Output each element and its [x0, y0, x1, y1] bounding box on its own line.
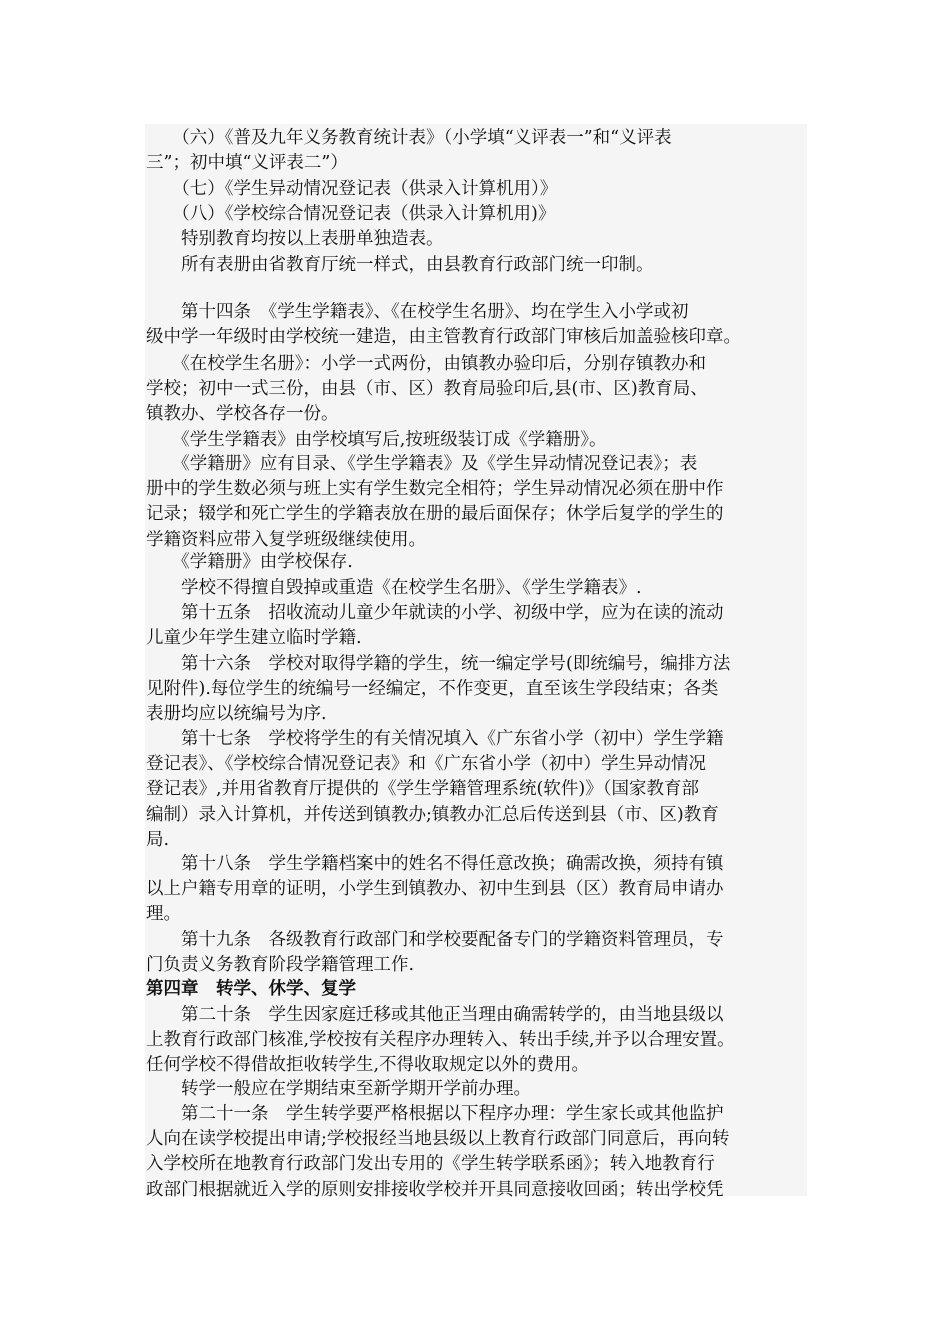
- text-line: 政部门根据就近入学的原则安排接收学校并开具同意接收回函；转出学校凭: [146, 1179, 724, 1200]
- paragraph: [146, 202, 806, 227]
- paragraph: [146, 352, 806, 428]
- text-line: 第十五条 招收流动儿童少年就读的小学、初级中学，应为在读的流动: [146, 603, 724, 623]
- text-line: 第二十一条 学生转学要严格根据以下程序办理：学生家长或其他监护: [146, 1104, 724, 1124]
- paragraph: [146, 652, 806, 728]
- paragraph: [146, 1077, 806, 1102]
- paragraph: [146, 253, 806, 278]
- text-line: 册中的学生数必须与班上实有学生数完全相符；学生异动情况必须在册中作: [146, 479, 724, 500]
- text-line: 第二十条 学生因家庭迁移或其他正当理由确需转学的，由当地县级以: [146, 1005, 724, 1025]
- text-line: 第十四条 《学生学籍表》、《在校学生名册》、均在学生入小学或初: [146, 302, 689, 322]
- chapter-heading: [146, 977, 806, 1002]
- text-line: 第十九条 各级教育行政部门和学校要配备专门的学籍资料管理员，专: [146, 930, 724, 950]
- text-line: 见附件).每位学生的统编号一经编定，不作变更，直至该生学段结束；各类: [146, 679, 719, 700]
- text-line: 第四章 转学、休学、复学: [146, 979, 356, 999]
- paragraph: [146, 126, 806, 176]
- text-line: 登记表》、《学校综合情况登记表》和《广东省小学（初中）学生异动情况: [146, 754, 706, 775]
- paragraph: [146, 1003, 806, 1079]
- paragraph: [146, 550, 806, 575]
- paragraph: [146, 1102, 806, 1203]
- text-line: 第十八条 学生学籍档案中的姓名不得任意改换；确需改换，须持有镇: [146, 854, 724, 874]
- text-line: （六）《普及九年义务教育统计表》（小学填“义评表一”和“义评表: [146, 128, 672, 148]
- paragraph: [146, 576, 806, 601]
- text-line: 第十六条 学校对取得学籍的学生，统一编定学号(即统编号，编排方法: [146, 654, 731, 674]
- text-line: 所有表册由省教育厅统一样式，由县教育行政部门统一印制。: [146, 255, 654, 275]
- text-line: 转学一般应在学期结束至新学期开学前办理。: [146, 1079, 531, 1099]
- text-line: 第十七条 学校将学生的有关情况填入《广东省小学（初中）学生学籍: [146, 729, 724, 749]
- text-line: 镇教办、学校各存一份。: [146, 404, 339, 425]
- text-line: 表册均应以统编号为序.: [146, 704, 327, 725]
- text-line: 儿童少年学生建立临时学籍.: [146, 628, 362, 649]
- paragraph: [146, 452, 806, 553]
- text-line: 《学籍册》由学校保存.: [146, 552, 353, 572]
- text-line: （七）《学生异动情况登记表（供录入计算机用）》: [146, 179, 558, 199]
- paragraph: [146, 928, 806, 978]
- text-line: 学校；初中一式三份，由县（市、区）教育局验印后,县(市、区)教育局、: [146, 379, 708, 400]
- text-line: （八）《学校综合情况登记表（供录入计算机用)》: [146, 204, 556, 224]
- text-line: 任何学校不得借故拒收转学生,不得收取规定以外的费用。: [146, 1055, 590, 1076]
- text-line: 理。: [146, 904, 181, 925]
- paragraph: [146, 177, 806, 202]
- paragraph: [146, 852, 806, 928]
- text-line: 登记表》,并用省教育厅提供的《学生学籍管理系统(软件)》（国家教育部: [146, 779, 699, 800]
- text-line: 入学校所在地教育行政部门发出专用的《学生转学联系函》；转入地教育行: [146, 1154, 715, 1175]
- paragraph: [146, 227, 806, 252]
- text-line: 学校不得擅自毁掉或重造《在校学生名册》、《学生学籍表》.: [146, 578, 642, 598]
- text-line: 人向在读学校提出申请;学校报经当地县级以上教育行政部门同意后，再向转: [146, 1129, 730, 1150]
- text-line: 三”；初中填“义评表二”）: [146, 153, 348, 174]
- text-line: 《学生学籍表》由学校填写后,按班级装订成《学籍册》。: [146, 430, 607, 450]
- paragraph: [146, 428, 806, 453]
- text-line: 编制）录入计算机，并传送到镇教办;镇教办汇总后传送到县（市、区)教育: [146, 804, 719, 825]
- text-line: 局.: [146, 829, 170, 850]
- paragraph: [146, 601, 806, 651]
- text-line: 特别教育均按以上表册单独造表。: [146, 229, 444, 249]
- text-line: 门负责义务教育阶段学籍管理工作.: [146, 955, 415, 976]
- text-line: 学籍资料应带入复学班级继续使用。: [146, 529, 426, 550]
- text-line: 级中学一年级时由学校统一建造，由主管教育行政部门审核后加盖验核印章。: [146, 327, 741, 348]
- text-line: 上教育行政部门核准,学校按有关程序办理转入、转出手续,并予以合理安置。: [146, 1030, 735, 1051]
- text-line: 以上户籍专用章的证明，小学生到镇教办、初中生到县（区）教育局申请办: [146, 879, 724, 900]
- text-line: 记录；辍学和死亡学生的学籍表放在册的最后面保存；休学后复学的学生的: [146, 504, 724, 525]
- paragraph: [146, 727, 806, 853]
- text-line: 《学籍册》应有目录、《学生学籍表》及《学生异动情况登记表》；表: [146, 454, 698, 474]
- text-line: 《在校学生名册》：小学一式两份，由镇教办验印后，分别存镇教办和: [146, 354, 706, 374]
- paragraph: [146, 300, 806, 350]
